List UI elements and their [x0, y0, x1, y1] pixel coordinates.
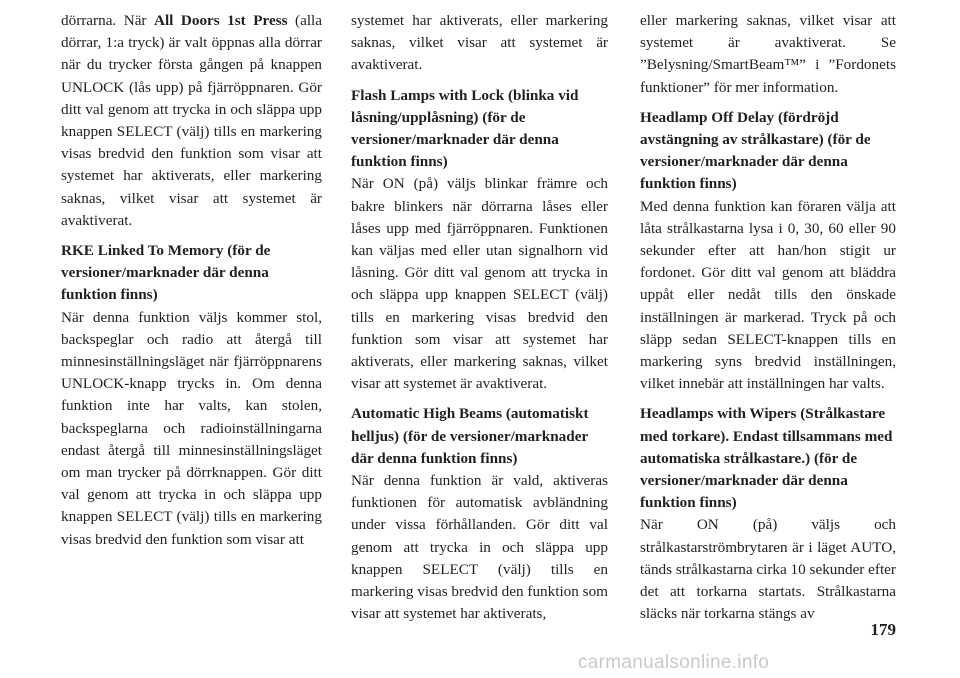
- section-headlamp-off-delay: [640, 107, 896, 396]
- section-heading: Headlamps with Wipers (Strålkastare med torkare). Endast tillsammans med automatiska strålkastare.) (för de versioner/marknader där denna funktion finns): [640, 405, 893, 512]
- text-column-middle: [351, 10, 608, 625]
- section-rke-linked-to-memory: [61, 240, 322, 551]
- section-heading: Automatic High Beams (automatiskt helljus) (för de versioner/marknader där denna funktion finns): [351, 405, 589, 467]
- section-automatic-high-beams: [351, 403, 608, 625]
- page-number: 179: [870, 620, 896, 639]
- section-body: När ON (på) väljs och strålkastarströmbrytaren är i läget AUTO, tänds strålkastarna cirka 10 sekunder efter det att torkarna startats. Strålkastarna släcks när torkarna stängs av: [640, 516, 896, 623]
- paragraph: eller markering saknas, vilket visar att systemet är avaktiverat. Se ”Belysning/SmartBeam™” i ”Fordonets funktioner” för mer information.: [640, 12, 896, 96]
- paragraph: [61, 10, 322, 232]
- section-body: När denna funktion väljs kommer stol, backspeglar och radio att återgå till minnesinställningsläget när fjärröppnarens UNLOCK-knapp trycks in. Om denna funktion inte har valts, kan stolen, backspeglarna och radioinställningarna endast återgå till minnesinställningsläget om man trycker på dörrknappen. Gör ditt val genom att trycka in och släppa upp knappen SELECT (välj) tills en markering visas bredvid den funktion som visar att: [61, 308, 322, 548]
- section-flash-lamps-with-lock: [351, 85, 608, 396]
- section-heading: RKE Linked To Memory (för de versioner/marknader där denna funktion finns): [61, 242, 271, 304]
- text-column-right: [640, 10, 896, 625]
- section-headlamps-with-wipers: [640, 403, 896, 625]
- section-body: När denna funktion är vald, aktiveras funktionen för automatisk avbländning under vissa förhållanden. Gör ditt val genom att trycka in och släppa upp knappen SELECT (välj) tills en markering visas bredvid den funktion som visar att systemet har aktiverats,: [351, 472, 608, 623]
- section-heading: Flash Lamps with Lock (blinka vid låsning/upplåsning) (för de versioner/marknader där denna funktion finns): [351, 86, 579, 171]
- section-body: När ON (på) väljs blinkar främre och bakre blinkers när dörrarna låses eller låses upp med fjärröppnaren. Funktionen kan väljas med eller utan signalhorn vid låsning. Gör ditt val genom att trycka in och släppa upp knappen SELECT (välj) tills en markering visas bredvid den funktion som visar att systemet har aktiverats, eller markering saknas, vilket visar att systemet är avaktiverat.: [351, 175, 608, 393]
- text-column-left: [61, 10, 322, 551]
- watermark: carmanualsonline.info: [578, 652, 770, 673]
- section-body: Med denna funktion kan föraren välja att låta strålkastarna lysa i 0, 30, 60 eller 90 sekunder efter att han/hon stigit ur fordonet. Gör ditt val genom att bläddra uppåt eller nedåt tills den önskade inställningen är markerad. Tryck på och släpp sedan SELECT-knappen tills en markering syns bredvid inställningen, vilket innebär att inställningen har valts.: [640, 197, 896, 393]
- paragraph-text: (alla dörrar, 1:a tryck) är valt öppnas alla dörrar när du trycker första gången på knappen UNLOCK (lås upp) på fjärröppnaren. Gör ditt val genom att trycka in och släppa upp knappen SELECT (välj) tills en markering visas bredvid den funktion som visar att systemet har aktiverats, eller markering saknas, vilket visar att systemet är avaktiverat.: [61, 12, 322, 229]
- paragraph-text: dörrarna. När: [61, 12, 154, 29]
- option-name: All Doors 1st Press: [153, 12, 288, 29]
- section-heading: Headlamp Off Delay (fördröjd avstängning av strålkastare) (för de versioner/marknader där denna funktion finns): [640, 108, 871, 193]
- paragraph: systemet har aktiverats, eller markering saknas, vilket visar att systemet är avaktiverat.: [351, 12, 608, 74]
